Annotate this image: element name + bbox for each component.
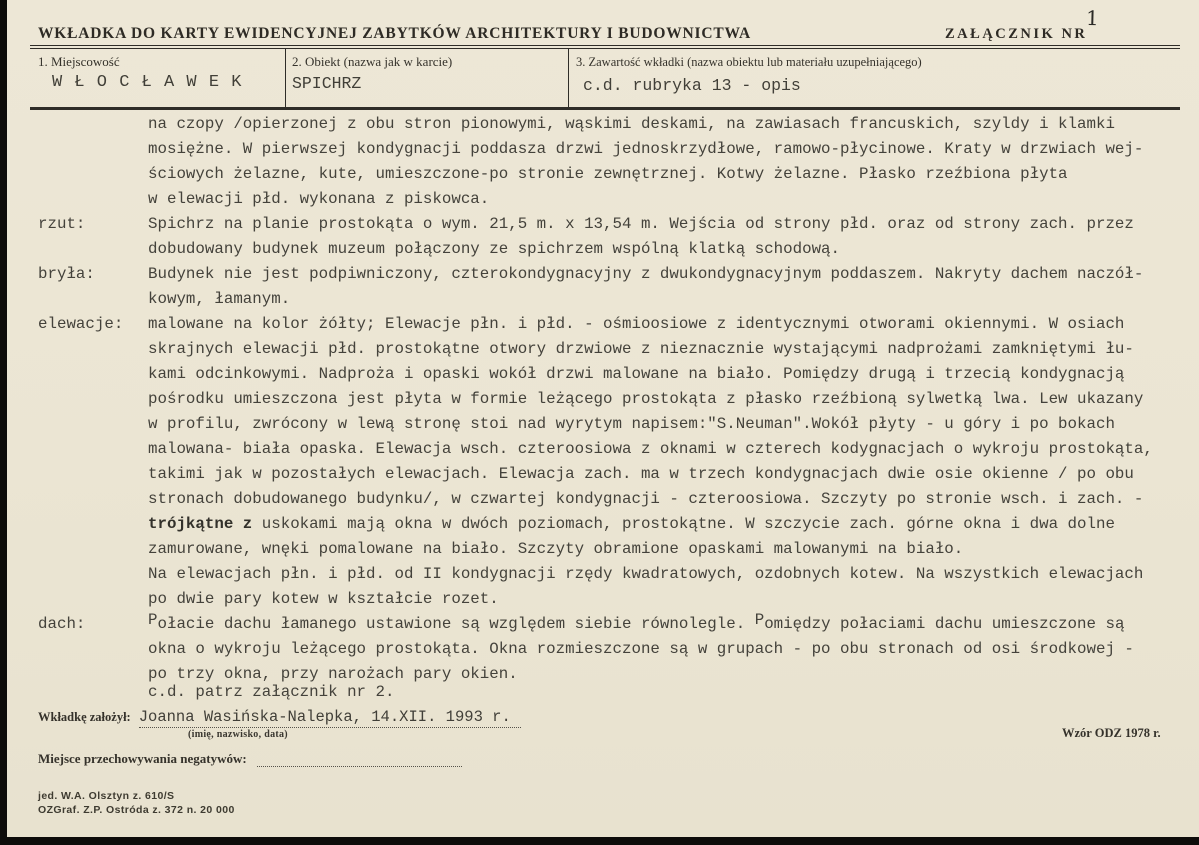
text-line: mosiężne. W pierwszej kondygnacji poddasza drzwi jednoskrzydłowe, ramowo-płycinowe. Kraty w drzwiach wej- <box>148 140 1144 158</box>
negatives-row <box>38 751 462 767</box>
column-divider-1 <box>285 48 286 108</box>
text-line-with-bold <box>148 512 1179 537</box>
section-label-bryla: bryła: <box>38 265 95 283</box>
field-label-obiekt: 2. Obiekt (nazwa jak w karcie) <box>292 54 453 69</box>
text-line: po dwie pary kotew w kształcie rozet. <box>148 590 499 608</box>
section-intro <box>38 112 1179 212</box>
text-line: Spichrz na planie prostokąta o wym. 21,5 m. x 13,54 m. Wejścia od strony płd. oraz od strony zach. przez <box>148 215 1134 233</box>
section-rzut <box>38 212 1179 262</box>
section-dach <box>38 612 1179 705</box>
founder-sublabel: (imię, nazwisko, data) <box>188 729 288 740</box>
scan-edge-bottom <box>0 837 1199 845</box>
negatives-label: Miejsce przechowywania negatywów: <box>38 751 247 766</box>
text-line: na czopy /opierzonej z obu stron pionowymi, wąskimi deskami, na zawiasach francuskich, szyldy i klamki <box>148 115 1115 133</box>
text-line: w elewacji płd. wykonana z piskowca. <box>148 190 490 208</box>
page-title: WKŁADKA DO KARTY EWIDENCYJNEJ ZABYTKÓW ARCHITEKTURY I BUDOWNICTWA <box>38 25 752 42</box>
print-info-line: OZGraf. Z.P. Ostróda z. 372 n. 20 000 <box>38 804 235 816</box>
section-label-intro <box>38 112 148 212</box>
text-line: skrajnych elewacji płd. prostokątne otwory drzwiowe z nieznacznie wystającymi nadprożami zamkniętymi łu- <box>148 340 1134 358</box>
text-segment: uskokami mają okna w dwóch poziomach, prostokątne. W szczycie zach. górne okna i dwa dolne <box>252 515 1115 533</box>
text-line: dobudowany budynek muzeum połączony ze spichrzem wspólną klatką schodową. <box>148 240 841 258</box>
field-label-zawartosc: 3. Zawartość wkładki (nazwa obiektu lub materiału uzupełniającego) <box>576 55 922 69</box>
field-value-obiekt: SPICHRZ <box>292 74 362 93</box>
bold-typewriter-text: trójkątne z <box>148 515 253 533</box>
section-label-elewacje: elewacje: <box>38 315 124 333</box>
attachment-label: ZAŁĄCZNIK NR <box>945 26 1088 42</box>
raised-letter: P <box>148 611 158 629</box>
text-segment: ołacie dachu łamanego ustawione są względem siebie równolegle. <box>157 615 755 633</box>
text-line: Budynek nie jest podpiwniczony, czterokondygnacyjny z dwukondygnacyjnym poddaszem. Nakryty dachem naczół- <box>148 265 1144 283</box>
raised-letter: P <box>754 611 765 629</box>
description-body <box>38 112 1179 705</box>
header-double-rule <box>30 45 1180 49</box>
text-line: stronach dobudowanego budynku/, w czwartej kondygnacji - czteroosiowa. Szczyty po stronie wsch. i zach. - <box>148 490 1144 508</box>
text-line: w profilu, zwrócony w lewą stronę stoi nad wyrytym napisem:"S.Neuman".Wokół płyty - u góry i po bokach <box>148 415 1115 433</box>
section-label-rzut: rzut: <box>38 215 86 233</box>
section-elewacje <box>38 312 1179 612</box>
text-line: takimi jak w pozostałych elewacjach. Elewacja zach. ma w trzech kondygnacjach dwie osie okienne / po obu <box>148 465 1134 483</box>
text-line-raised-caps <box>148 612 1179 637</box>
section-bryla <box>38 262 1179 312</box>
form-pattern-note: Wzór ODZ 1978 r. <box>1062 726 1161 740</box>
founder-label: Wkładkę założył: <box>38 710 131 724</box>
field-value-miejscowosc: W Ł O C Ł A W E K <box>52 73 243 92</box>
text-line: po trzy okna, przy narożach pary okien. <box>148 665 518 683</box>
founder-row <box>38 708 521 728</box>
scan-edge-left <box>0 0 7 845</box>
field-value-zawartosc: c.d. rubryka 13 - opis <box>583 76 801 95</box>
attachment-number-handwritten: 1 <box>1085 5 1100 31</box>
section-label-dach: dach: <box>38 615 86 633</box>
founder-dotted-line <box>139 708 521 728</box>
negatives-dotted-line <box>257 752 462 767</box>
text-line: kowym, łamanym. <box>148 290 291 308</box>
text-line: pośrodku umieszczona jest płyta w formie leżącego prostokąta z płasko rzeźbioną sylwetką lwa. Lew ukazany <box>148 390 1144 408</box>
table-bottom-rule <box>30 107 1180 110</box>
text-line: zamurowane, wnęki pomalowane na biało. Szczyty obramione opaskami malowanymi na biało. <box>148 540 964 558</box>
text-line: Na elewacjach płn. i płd. od II kondygnacji rzędy kwadratowych, ozdobnych kotew. Na wszystkich elewacjach <box>148 565 1144 583</box>
founder-typed-value: Joanna Wasińska-Nalepka, 14.XII. 1993 r. <box>138 708 511 726</box>
text-line: okna o wykroju leżącego prostokąta. Okna rozmieszczone są w grupach - po obu stronach od osi środkowej - <box>148 640 1134 658</box>
text-line: ściowych żelazne, kute, umieszczone-po stronie zewnętrznej. Kotwy żelazne. Płasko rzeźbiona płyta <box>148 165 1068 183</box>
print-info-line: jed. W.A. Olsztyn z. 610/S <box>38 790 175 802</box>
text-line: kami odcinkowymi. Nadproża i opaski wokół drzwi malowane na biało. Pomiędzy drugą i trzecią kondygnacją <box>148 365 1125 383</box>
text-line: malowana- biała opaska. Elewacja wsch. czteroosiowa z oknami w czterech kodygnacjach o wykroju prostokąta, <box>148 440 1153 458</box>
text-line: malowane na kolor żółty; Elewacje płn. i płd. - ośmioosiowe z identycznymi otworami okiennymi. W osiach <box>148 315 1125 333</box>
continuation-note: c.d. patrz załącznik nr 2. <box>148 683 395 701</box>
field-label-miejscowosc: 1. Miejscowość <box>38 54 120 69</box>
column-divider-2 <box>568 48 569 108</box>
print-info <box>38 789 235 817</box>
text-segment: omiędzy połaciami dachu umieszczone są <box>764 615 1125 633</box>
